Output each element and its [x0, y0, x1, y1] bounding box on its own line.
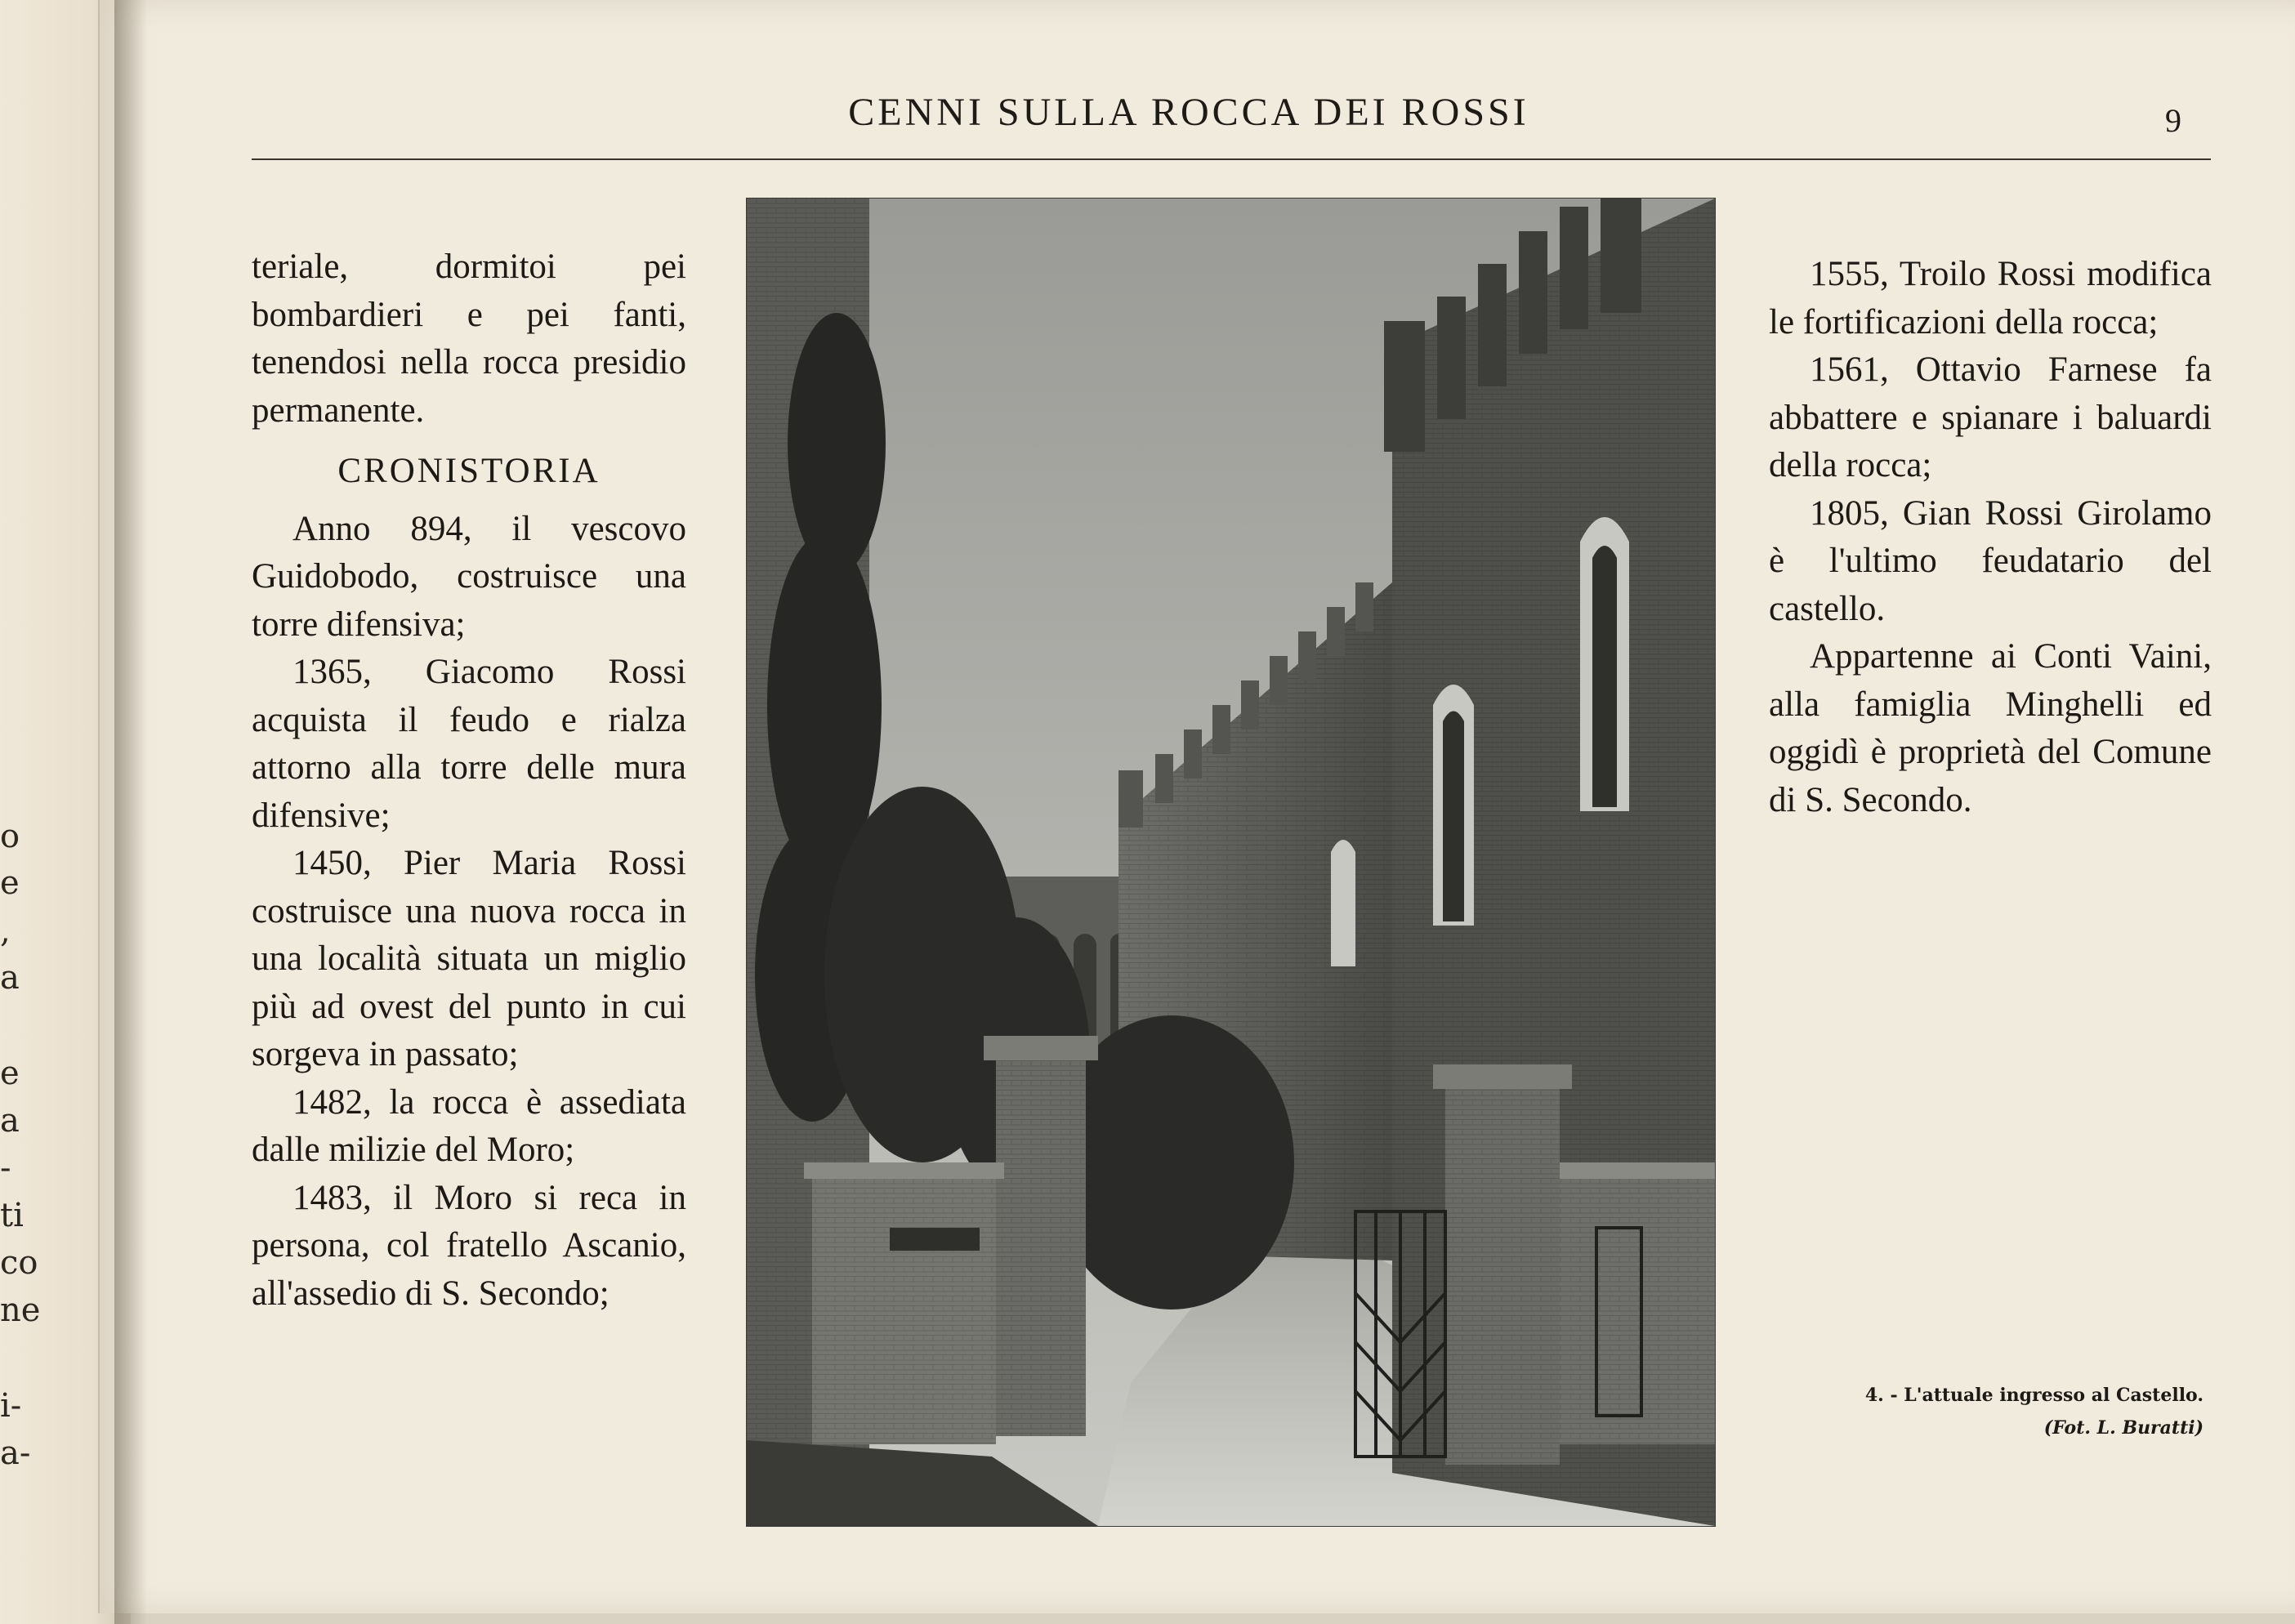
- running-head: CENNI SULLA ROCCA DEI ROSSI: [848, 91, 1529, 134]
- facing-page-fragment: ne: [0, 1292, 41, 1329]
- chronicle-entry: 1483, il Moro si reca in persona, col fratello Ascanio, all'assedio di S. Secondo;: [252, 1178, 686, 1313]
- facing-page-fragment: e: [0, 1055, 20, 1092]
- chronicle-entry: Anno 894, il vescovo Guidobodo, costruisce una torre difensiva;: [252, 509, 686, 644]
- chronicle-entry: 1561, Ottavio Farnese fa abbattere e spianare i baluardi della rocca;: [1769, 350, 2212, 484]
- chronicle-entry: 1805, Gian Rossi Girolamo è l'ultimo feudatario del castello.: [1769, 493, 2212, 628]
- facing-page-fragment: co: [0, 1244, 38, 1282]
- figure-caption: 4. - L'attuale ingresso al Castello.: [1864, 1385, 2203, 1406]
- chronicle-entry: 1365, Giacomo Rossi acquista il feudo e rialza attorno alla torre delle mura difensive;: [252, 653, 686, 835]
- figure-caption-block: [1769, 1379, 2203, 1444]
- chronicle-entry: 1555, Troilo Rossi modifica le fortificazioni della rocca;: [1769, 255, 2212, 341]
- facing-page-fragment: a-: [0, 1434, 31, 1472]
- header-rule: [252, 158, 2211, 160]
- facing-page-fragment: ,: [0, 912, 11, 950]
- section-heading: CRONISTORIA: [337, 452, 601, 490]
- chronicle-entry: 1482, la rocca è assediata dalle milizie del Moro;: [252, 1082, 686, 1169]
- facing-page-fragment: o: [0, 818, 20, 855]
- facing-page-fragment: -: [0, 1149, 11, 1187]
- facing-page-fragment: i-: [0, 1387, 22, 1425]
- chronicle-entry: 1450, Pier Maria Rossi costruisce una nuova rocca in una località situata un miglio più ad ovest del punto in cui sorgeva in passato;: [252, 844, 686, 1073]
- page-number: 9: [2165, 102, 2181, 139]
- castle-entrance-photo: [746, 198, 1716, 1527]
- castle-entrance-illustration: [747, 199, 1715, 1526]
- spine-shadow: [114, 0, 147, 1624]
- photo-credit: (Fot. L. Buratti): [2043, 1417, 2203, 1439]
- facing-page-fragment: ti: [0, 1197, 24, 1234]
- facing-page-fragment: e: [0, 864, 20, 902]
- right-text-column: [1769, 251, 2212, 824]
- intro-paragraph: teriale, dormitoi pei bombardieri e pei fanti, tenendosi nella rocca presidio permanente.: [252, 248, 686, 430]
- facing-page-fragment: a: [0, 1102, 20, 1140]
- left-text-column: [252, 243, 686, 1318]
- closing-paragraph: Appartenne ai Conti Vaini, alla famiglia Minghelli ed oggidì è proprietà del Comune di S. Secondo.: [1769, 637, 2212, 819]
- facing-page-fragment: a: [0, 959, 20, 997]
